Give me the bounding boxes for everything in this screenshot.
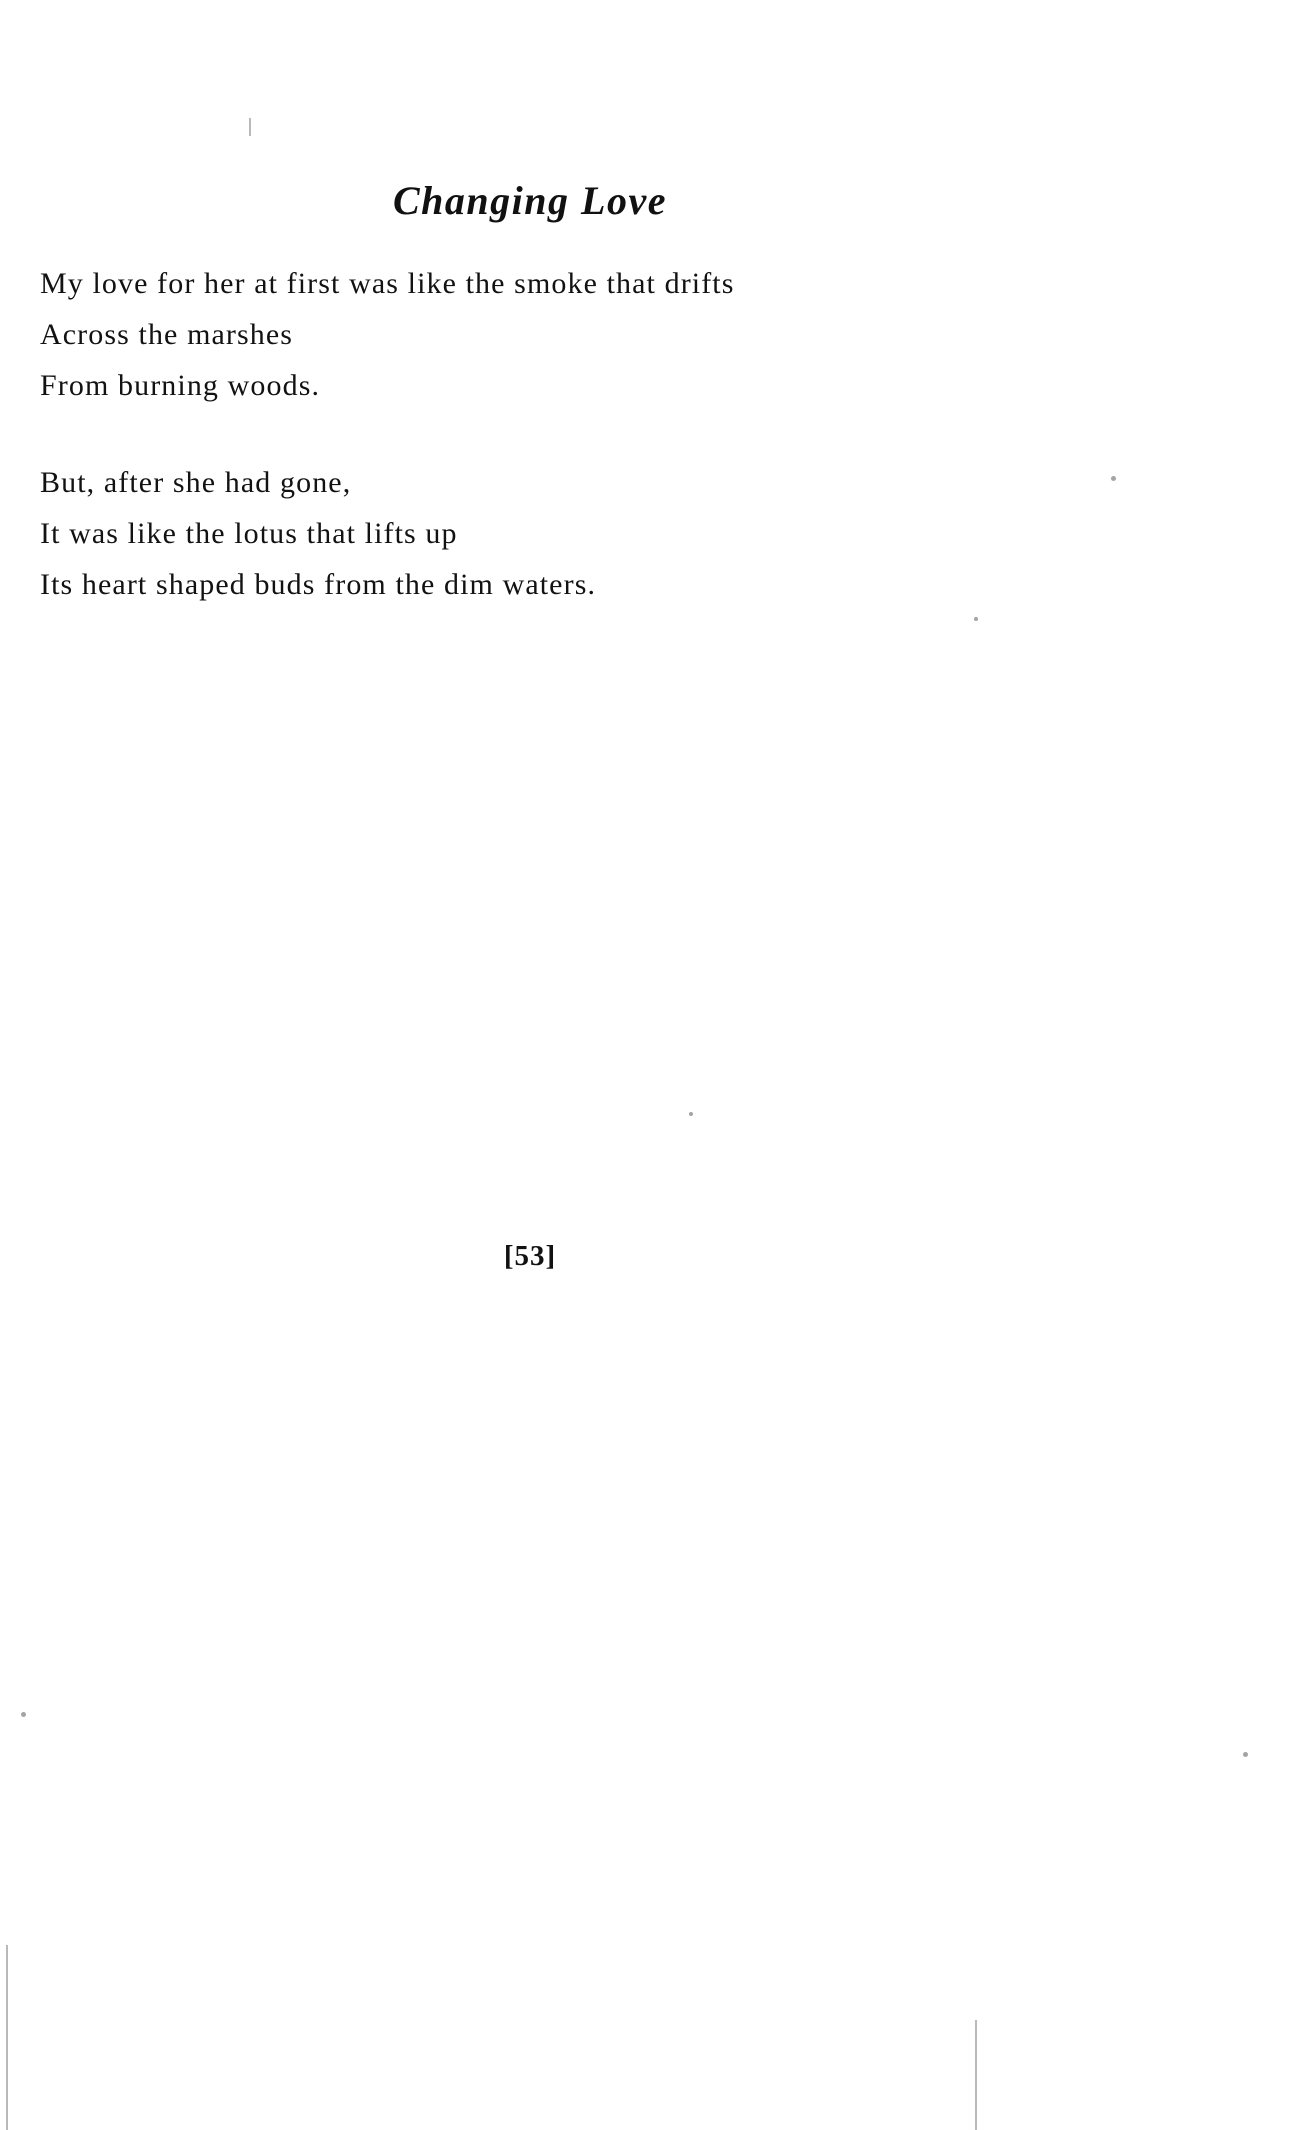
page-title: Changing Love	[393, 177, 667, 223]
poem-line: But, after she had gone,	[40, 466, 352, 499]
scan-edge-mark-top-left	[249, 118, 251, 136]
stanza	[40, 258, 1140, 411]
poem-line: Its heart shaped buds from the dim waters.	[40, 568, 597, 601]
scan-edge-mark-bottom-left	[6, 1945, 8, 2130]
scan-speck-left-lower	[21, 1712, 26, 1717]
poem-line: From burning woods.	[40, 369, 321, 402]
poem-line: It was like the lotus that lifts up	[40, 517, 458, 550]
poem-text	[40, 258, 1140, 656]
scan-speck-center	[689, 1112, 693, 1116]
poem-line: My love for her at first was like the smoke that drifts	[40, 267, 735, 300]
scan-speck-right-lower	[1243, 1752, 1248, 1757]
stanza	[40, 457, 1140, 610]
page-number: [53]	[503, 1240, 557, 1272]
poem-line: Across the marshes	[40, 318, 294, 351]
scan-edge-mark-bottom-center	[975, 2020, 977, 2130]
